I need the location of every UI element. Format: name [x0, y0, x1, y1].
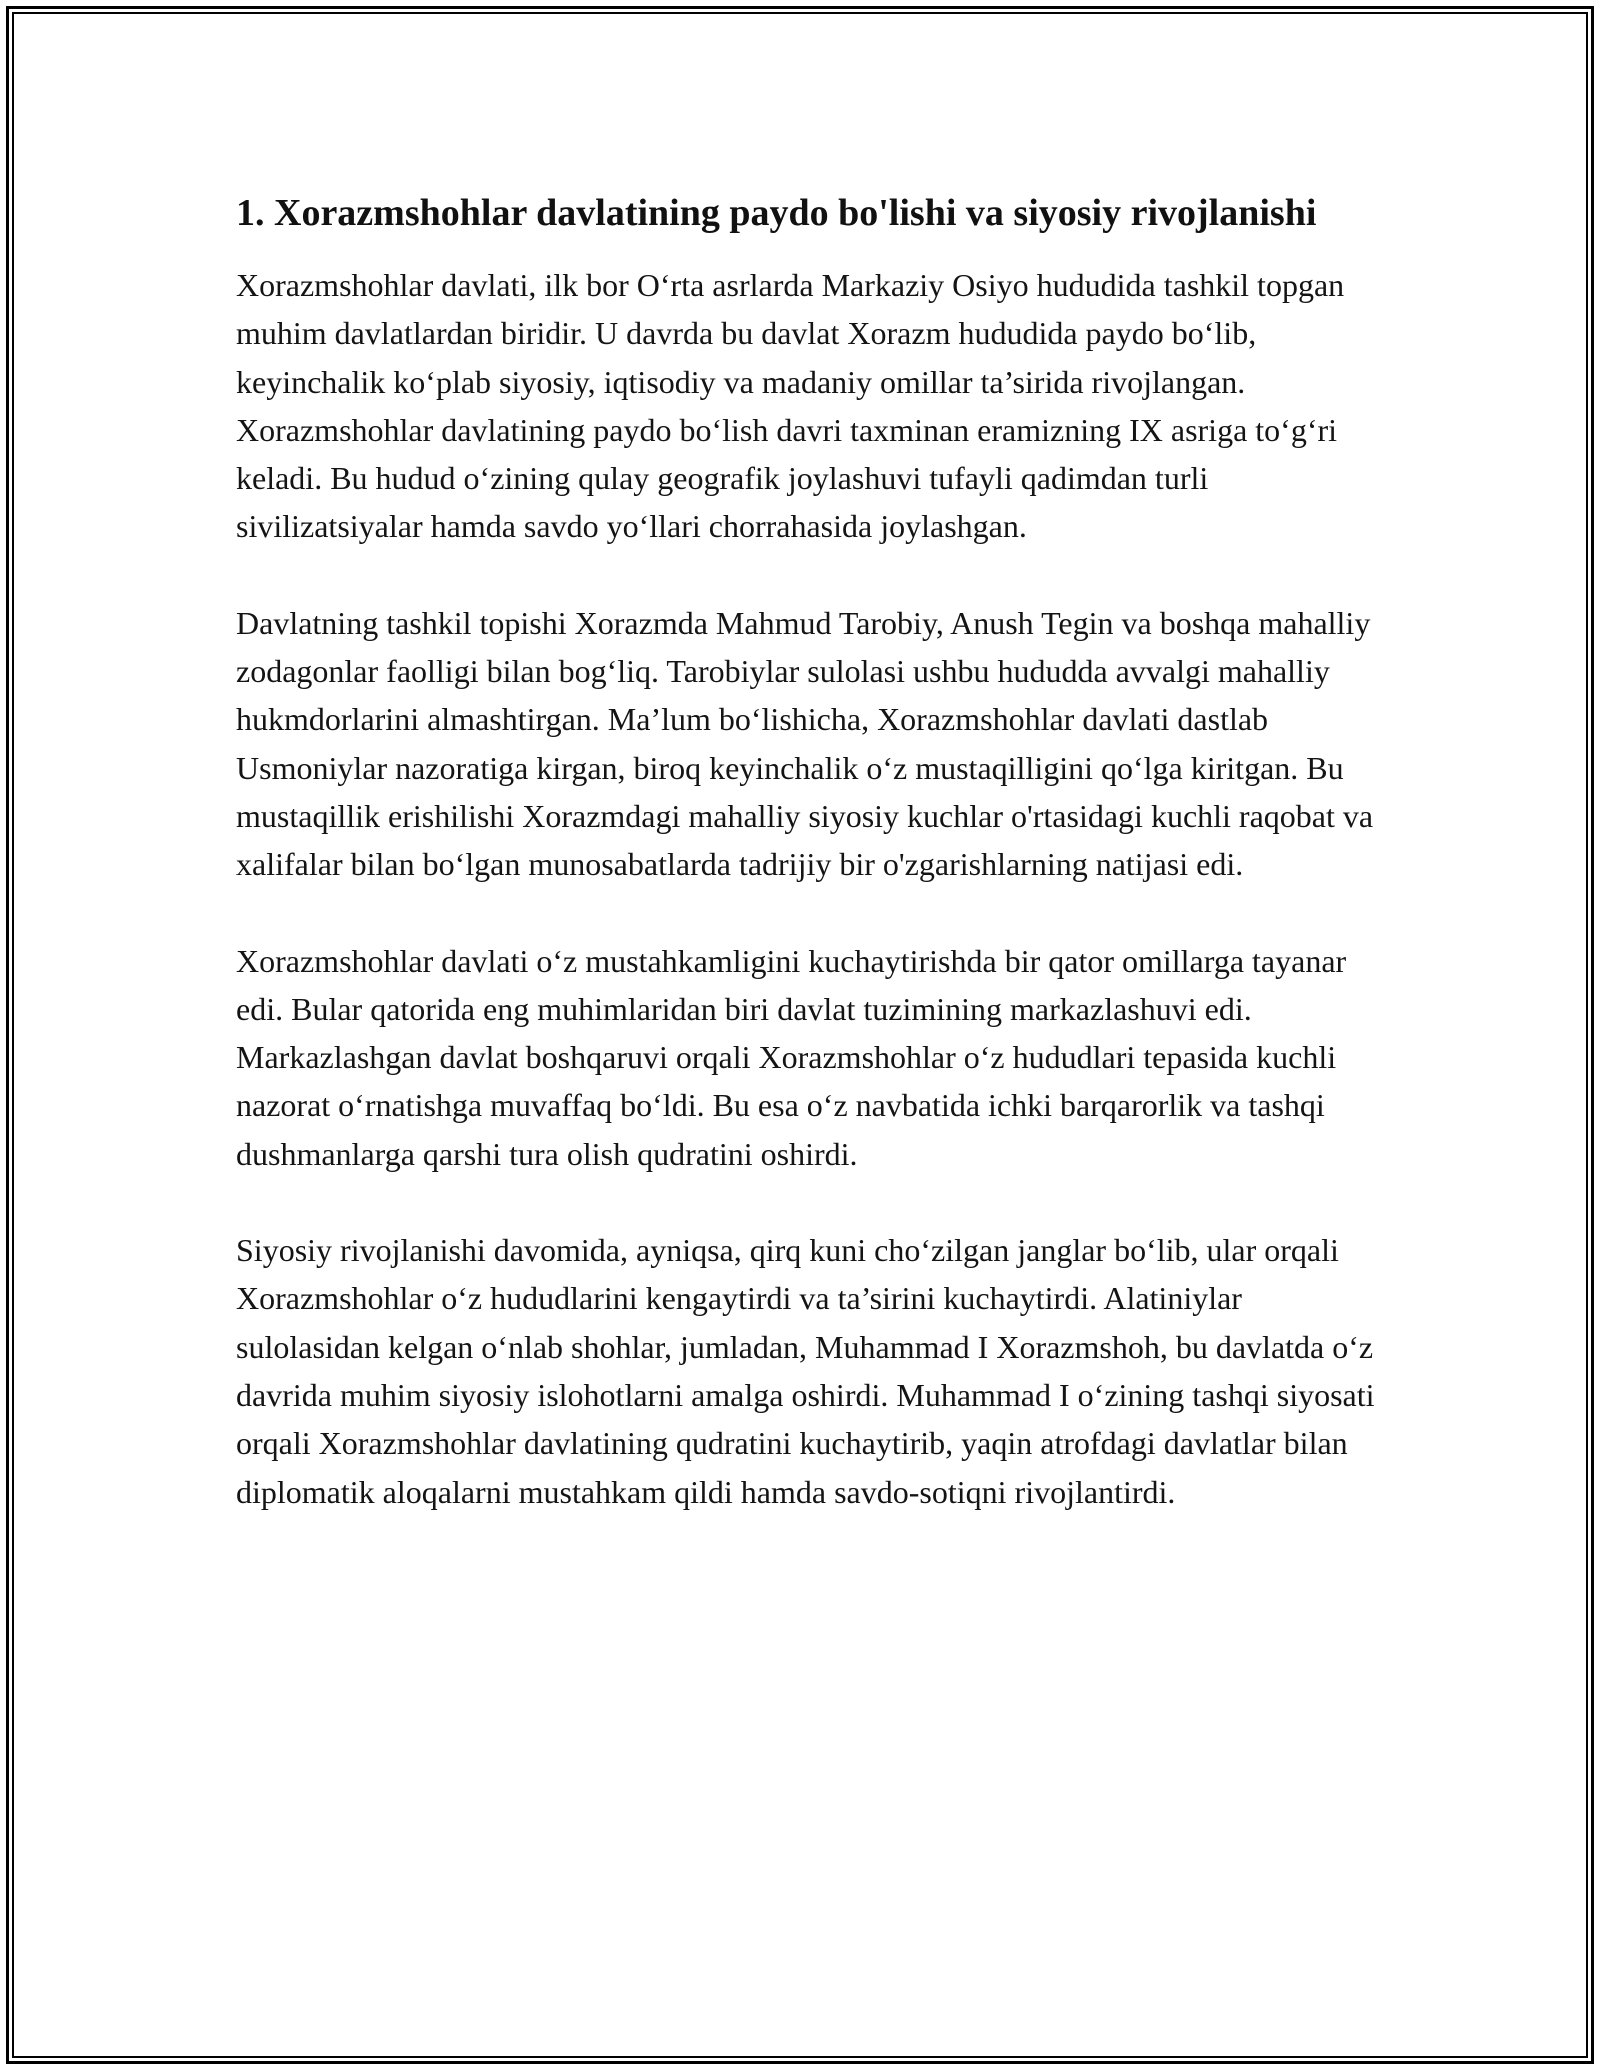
paragraph-4: Siyosiy rivojlanishi davomida, ayniqsa, qirq kuni cho‘zilgan janglar bo‘lib, ular orqali Xorazmshohlar o‘z hududlarini kengaytirdi va ta’sirini kuchaytirdi. Alatiniylar sulolasidan kelgan o‘nlab shohlar, jumladan, Muhammad I Xorazmshoh, bu davlatda o‘z davrida muhim siyosiy islohotlarni amalga oshirdi. Muhammad I o‘zining tashqi siyosati orqali Xorazmshohlar davlatining qudratini kuchaytirib, yaqin atrofdagi davlatlar bilan diplomatik aloqalarni mustahkam qildi hamda savdo-sotiqni rivojlantirdi. — [236, 1232, 1375, 1510]
paragraph-2: Davlatning tashkil topishi Xorazmda Mahmud Tarobiy, Anush Tegin va boshqa mahalliy zodagonlar faolligi bilan bog‘liq. Tarobiylar sulolasi ushbu hududda avvalgi mahalliy hukmdorlarini almashtirgan. Ma’lum bo‘lishicha, Xorazmshohlar davlati dastlab Usmoniylar nazoratiga kirgan, biroq keyinchalik o‘z mustaqilligini qo‘lga kiritgan. Bu mustaqillik erishilishi Xorazmdagi mahalliy siyosiy kuchlar o'rtasidagi kuchli raqobat va xalifalar bilan bo‘lgan munosabatlarda tadrijiy bir o'zgarishlarning natijasi edi. — [236, 604, 1374, 883]
paragraph-3: Xorazmshohlar davlati o‘z mustahkamligini kuchaytirishda bir qator omillarga tayanar edi. Bular qatorida eng muhimlaridan biri davlat tuzimining markazlashuvi edi. Markazlashgan davlat boshqaruvi orqali Xorazmshohlar o‘z hududlari tepasida kuchli nazorat o‘rnatishga muvaffaq bo‘ldi. Bu esa o‘z navbatida ichki barqarorlik va tashqi dushmanlarga qarshi tura olish qudratini oshirdi. — [236, 942, 1347, 1172]
section-heading: 1. Xorazmshohlar davlatining paydo bo'lishi va siyosiy rivojlanishi — [236, 192, 1317, 234]
paragraph-1: Xorazmshohlar davlati, ilk bor O‘rta asrlarda Markaziy Osiyo hududida tashkil topgan muhim davlatlardan biridir. U davrda bu davlat Xorazm hududida paydo bo‘lib, keyinchalik ko‘plab siyosiy, iqtisodiy va madaniy omillar ta’sirida rivojlangan. Xorazmshohlar davlatining paydo bo‘lish davri taxminan eramizning IX asriga to‘g‘ri keladi. Bu hudud o‘zining qulay geografik joylashuvi tufayli qadimdan turli sivilizatsiyalar hamda savdo yo‘llari chorrahasida joylashgan. — [236, 267, 1345, 545]
document-body — [236, 186, 1386, 1564]
